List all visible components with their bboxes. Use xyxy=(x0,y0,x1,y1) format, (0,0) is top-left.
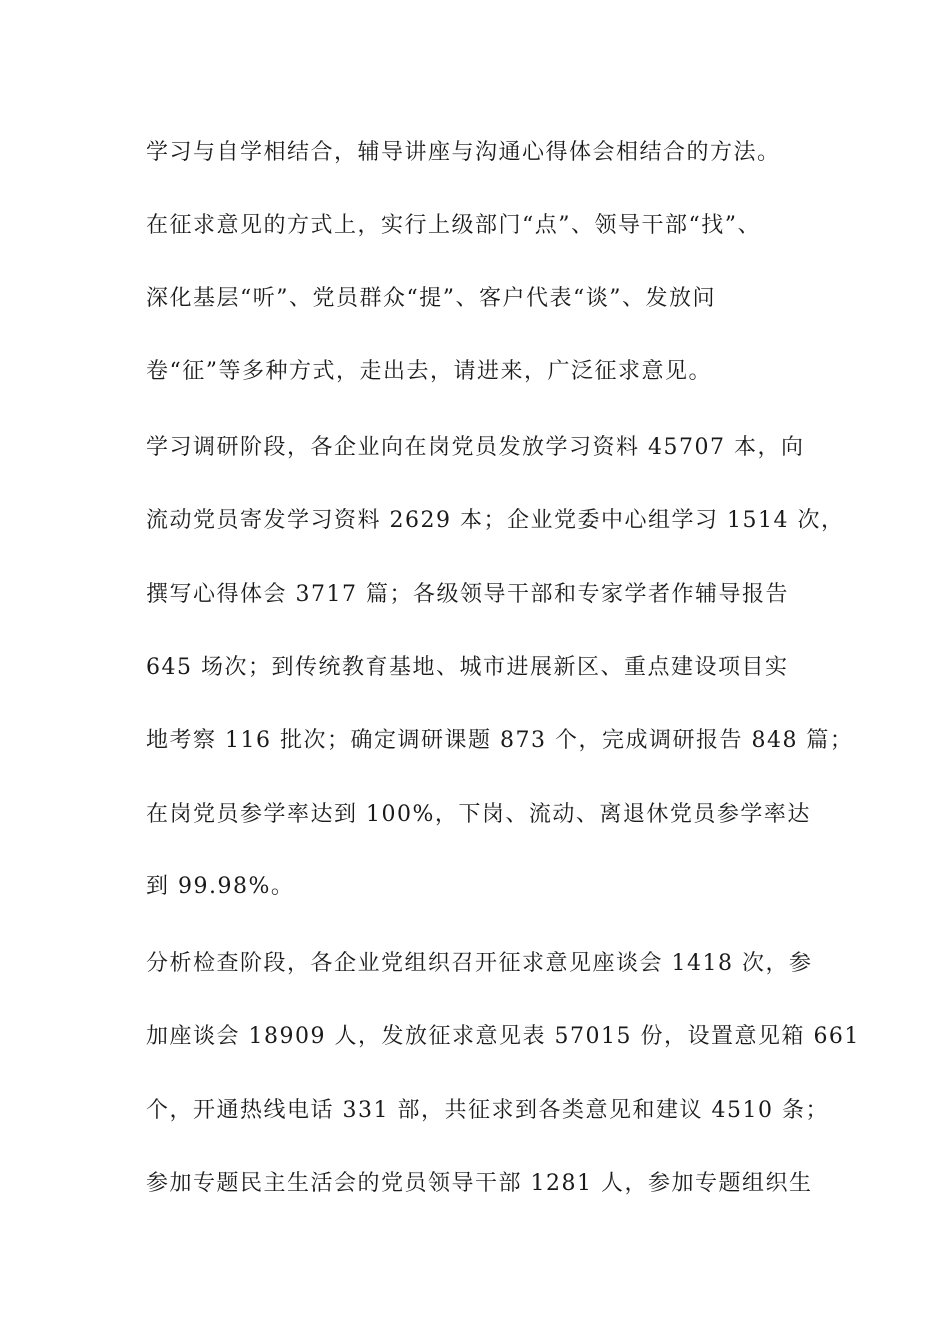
text-line: 个，开通热线电话 331 部，共征求到各类意见和建议 4510 条； xyxy=(146,1098,829,1123)
text-line: 深化基层“听”、党员群众“提”、客户代表“谈”、发放问 xyxy=(146,286,716,311)
text-line: 流动党员寄发学习资料 2629 本；企业党委中心组学习 1514 次， xyxy=(146,508,845,533)
text-line: 645 场次；到传统教育基地、城市进展新区、重点建设项目实 xyxy=(146,655,789,680)
text-line: 在征求意见的方式上，实行上级部门“点”、领导干部“找”、 xyxy=(146,213,761,238)
text-line: 参加专题民主生活会的党员领导干部 1281 人，参加专题组织生 xyxy=(146,1171,813,1196)
text-line: 学习与自学相结合，辅导讲座与沟通心得体会相结合的方法。 xyxy=(146,140,781,165)
text-line: 学习调研阶段，各企业向在岗党员发放学习资料 45707 本，向 xyxy=(146,435,805,460)
text-line: 地考察 116 批次；确定调研课题 873 个，完成调研报告 848 篇； xyxy=(146,728,854,753)
text-line: 卷“征”等多种方式，走出去，请进来，广泛征求意见。 xyxy=(146,359,712,384)
text-line: 加座谈会 18909 人，发放征求意见表 57015 份，设置意见箱 661 xyxy=(146,1024,860,1049)
text-line: 分析检查阶段，各企业党组织召开征求意见座谈会 1418 次，参 xyxy=(146,951,813,976)
text-line: 撰写心得体会 3717 篇；各级领导干部和专家学者作辅导报告 xyxy=(146,582,789,607)
text-line: 到 99.98%。 xyxy=(146,874,295,899)
text-line: 在岗党员参学率达到 100%，下岗、流动、离退休党员参学率达 xyxy=(146,802,811,827)
